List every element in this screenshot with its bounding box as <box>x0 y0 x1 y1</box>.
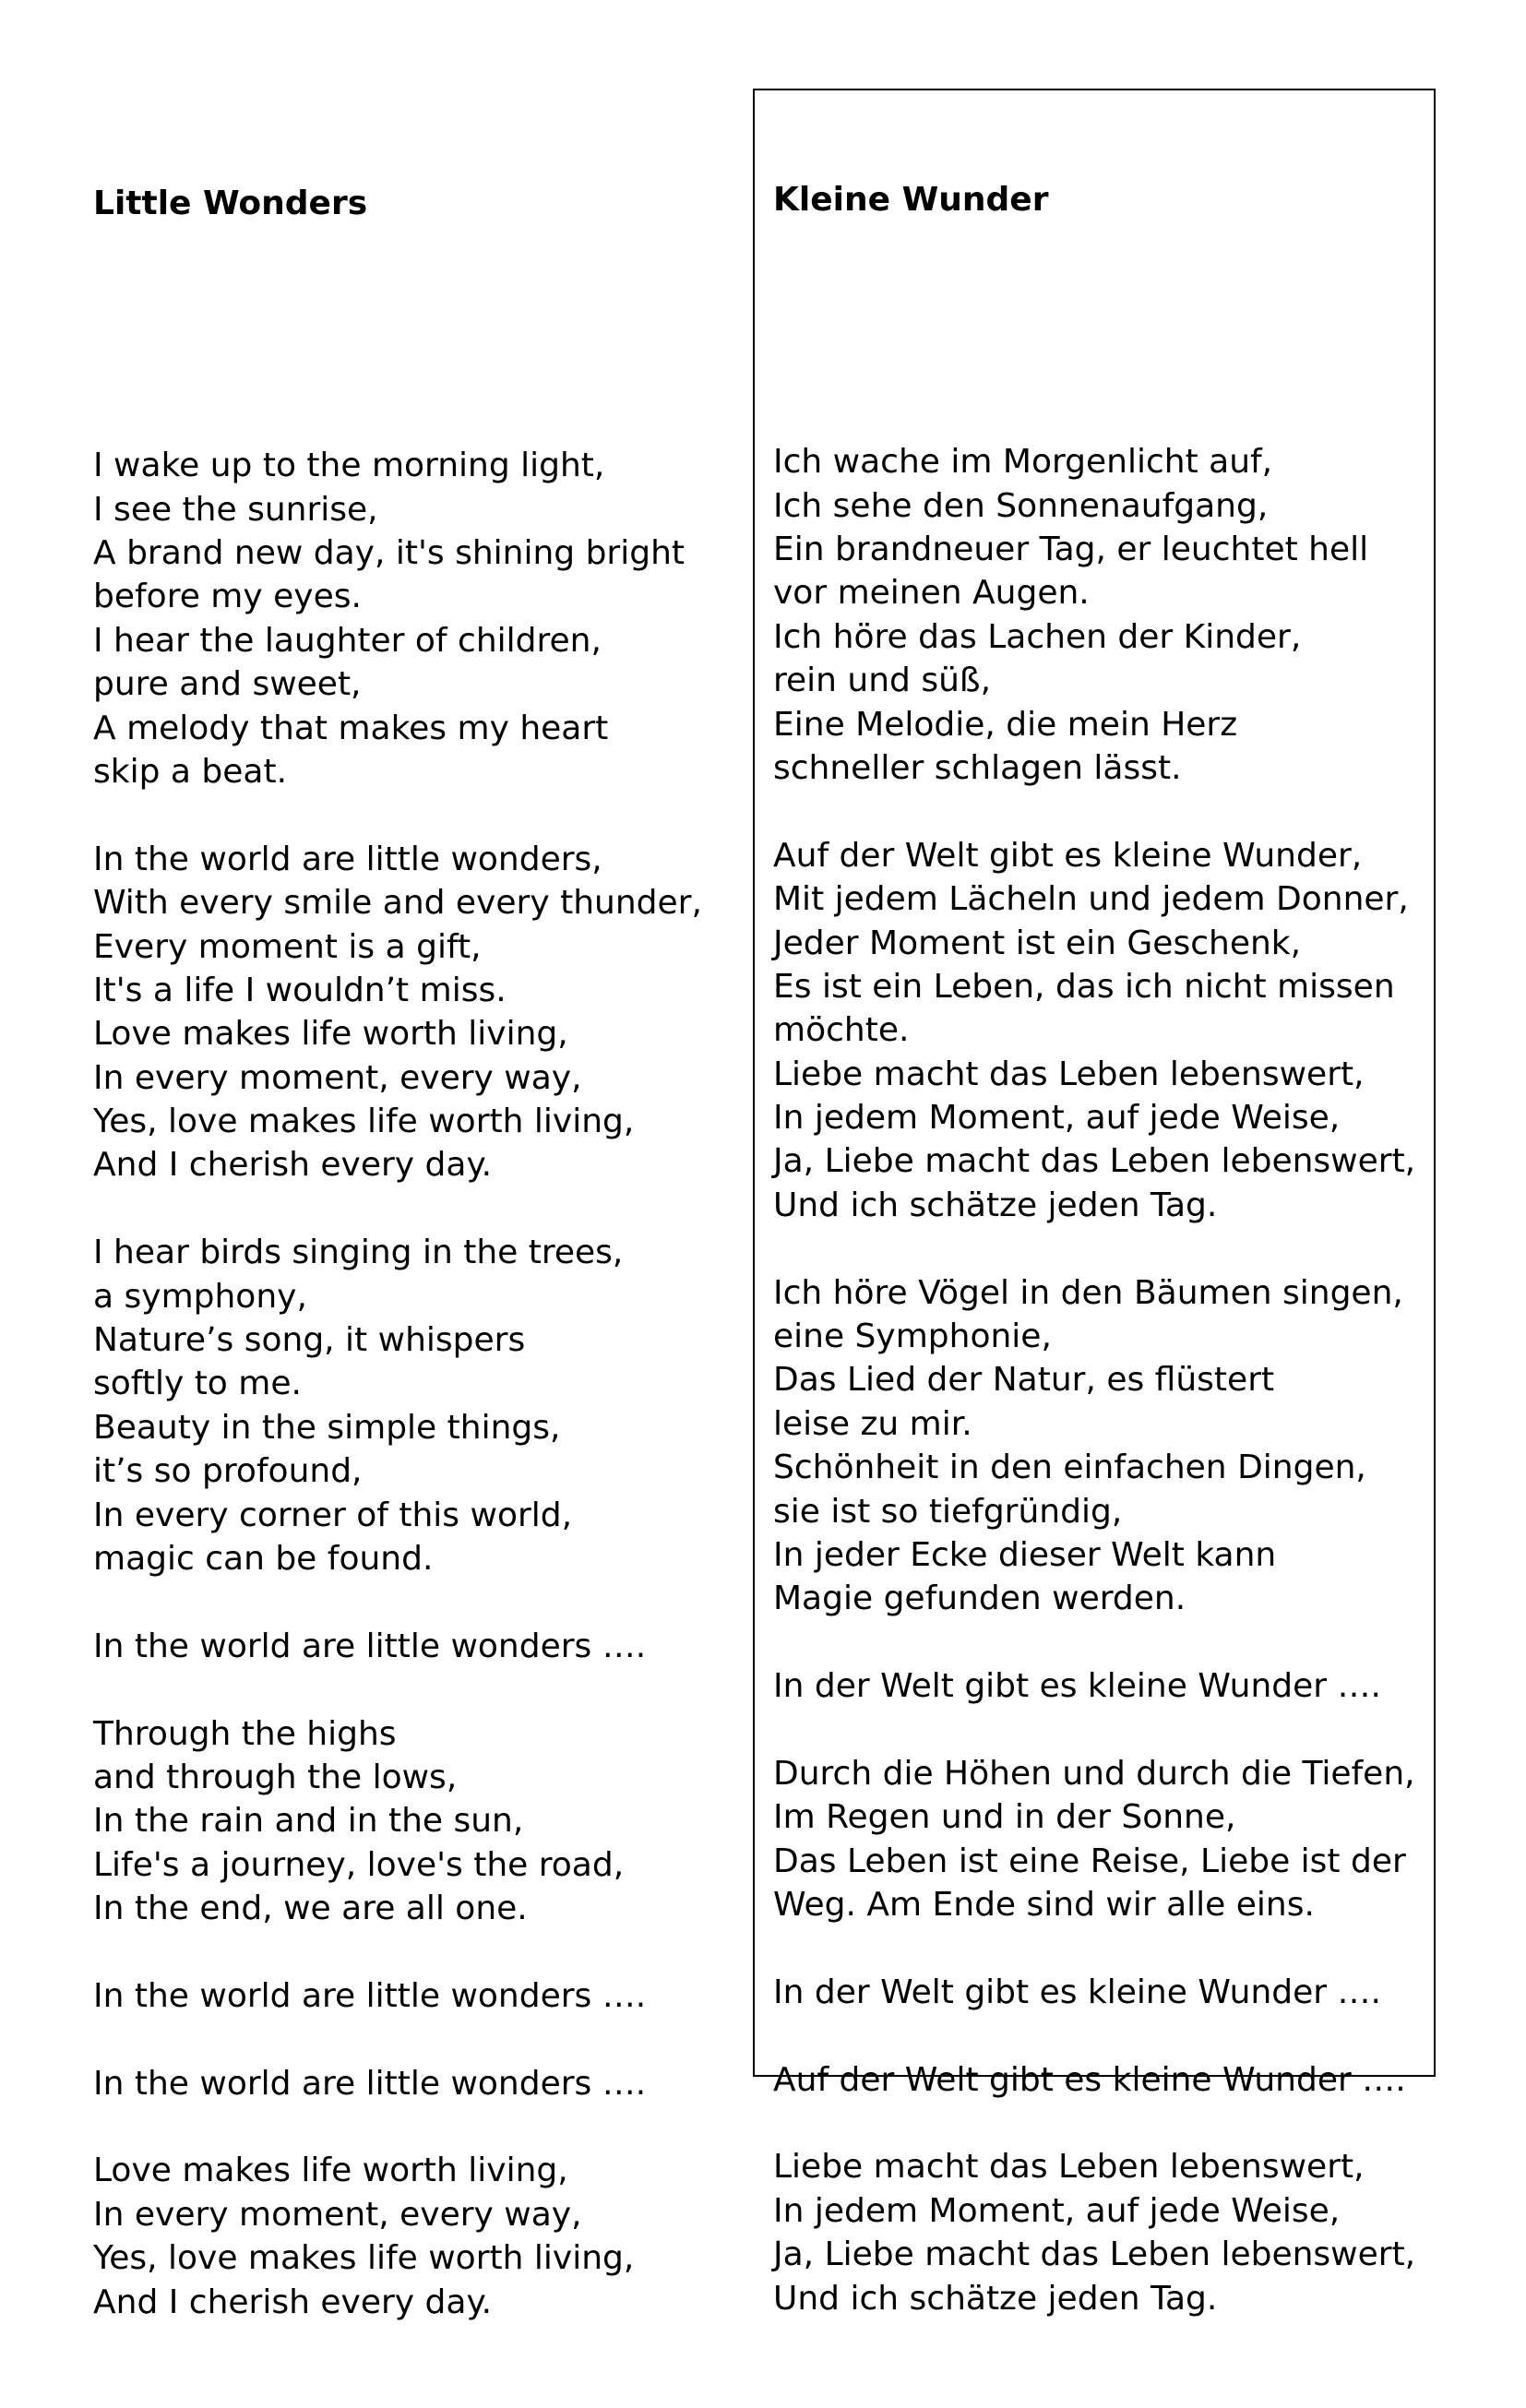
lyric-line: before my eyes. <box>93 578 362 616</box>
lyric-line: Mit jedem Lächeln und jedem Donner, <box>773 880 1409 919</box>
lyric-line: Beauty in the simple things, <box>93 1408 561 1447</box>
lyric-line: I see the sunrise, <box>93 490 378 529</box>
lyric-line: Das Lied der Natur, es flüstert <box>773 1361 1275 1400</box>
lyric-line: Through the highs <box>93 1714 397 1753</box>
stanza-gap <box>93 1931 702 1974</box>
lyric-line: Weg. Am Ende sind wir alle eins. <box>773 1886 1315 1925</box>
lyric-line: Jeder Moment ist ein Geschenk, <box>773 924 1302 962</box>
lyric-line: In der Welt gibt es kleine Wunder …. <box>773 1667 1381 1706</box>
lyric-line: Ein brandneuer Tag, er leuchtet hell <box>773 530 1369 569</box>
german-stanza <box>773 834 1415 1228</box>
lyric-line: magic can be found. <box>93 1540 434 1578</box>
lyric-line: I wake up to the morning light, <box>93 447 605 485</box>
english-stanza <box>93 2149 702 2324</box>
stanza-gap <box>93 1580 702 1624</box>
stanza-gap <box>773 1709 1415 1752</box>
lyric-line: In the world are little wonders …. <box>93 1627 647 1665</box>
lyric-line: Yes, love makes life worth living, <box>93 2239 635 2278</box>
english-stanza <box>93 1231 702 1580</box>
lyric-line: leise zu mir. <box>773 1404 972 1443</box>
lyric-line: schneller schlagen lässt. <box>773 748 1182 787</box>
lyric-line: In jedem Moment, auf jede Weise, <box>773 2191 1341 2230</box>
lyric-line: pure and sweet, <box>93 665 362 704</box>
german-stanza <box>773 1271 1415 1621</box>
german-title: Kleine Wunder <box>773 180 1049 219</box>
english-stanza <box>93 1625 702 1668</box>
german-stanza <box>773 2145 1415 2320</box>
lyric-line: and through the lows, <box>93 1758 458 1796</box>
lyric-line: It's a life I wouldn’t miss. <box>93 971 507 1009</box>
stanza-gap <box>93 1668 702 1711</box>
lyric-line: Ich höre Vögel in den Bäumen singen, <box>773 1273 1403 1312</box>
stanza-gap <box>773 790 1415 833</box>
english-stanza <box>93 838 702 1187</box>
lyric-line: möchte. <box>773 1011 910 1050</box>
title-gap <box>773 309 1415 352</box>
lyric-line: Und ich schätze jeden Tag. <box>773 1186 1218 1224</box>
lyric-line: In every corner of this world, <box>93 1496 573 1534</box>
german-stanza <box>773 1752 1415 1927</box>
lyric-line: I hear birds singing in the trees, <box>93 1234 624 1272</box>
lyric-line: Ich wache im Morgenlicht auf, <box>773 443 1273 482</box>
lyric-line: Liebe macht das Leben lebenswert, <box>773 2148 1365 2187</box>
stanza-gap <box>93 2018 702 2061</box>
lyric-line: In the world are little wonders …. <box>93 1976 647 2015</box>
lyric-line: In the world are little wonders …. <box>93 2064 647 2103</box>
stanza-gap <box>773 1927 1415 1971</box>
english-lyrics-column <box>93 94 702 2367</box>
lyric-line: Auf der Welt gibt es kleine Wunder, <box>773 836 1363 875</box>
english-stanza <box>93 444 702 793</box>
english-title: Little Wonders <box>93 184 368 222</box>
english-stanza <box>93 2062 702 2105</box>
lyric-line: eine Symphonie, <box>773 1317 1052 1356</box>
lyric-line: And I cherish every day. <box>93 1146 493 1185</box>
lyric-line: Magie gefunden werden. <box>773 1580 1186 1618</box>
stanza-gap <box>773 1621 1415 1664</box>
lyric-line: Durch die Höhen und durch die Tiefen, <box>773 1754 1415 1793</box>
stanza-gap <box>93 793 702 837</box>
lyric-line: Nature’s song, it whispers <box>93 1321 526 1360</box>
stanza-gap <box>773 1227 1415 1270</box>
stanza-gap <box>773 2102 1415 2145</box>
lyric-line: skip a beat. <box>93 752 288 791</box>
stanza-gap <box>93 2105 702 2149</box>
lyric-line: In every moment, every way, <box>93 1058 582 1097</box>
lyric-line: In every moment, every way, <box>93 2195 582 2234</box>
lyric-line: softly to me. <box>93 1365 302 1403</box>
lyric-line: Ja, Liebe macht das Leben lebenswert, <box>773 1142 1416 1181</box>
lyric-line: Eine Melodie, die mein Herz <box>773 705 1238 744</box>
lyric-line: Das Leben ist eine Reise, Liebe ist der <box>773 1842 1406 1880</box>
lyric-line: In the rain and in the sun, <box>93 1802 524 1841</box>
lyric-line: Ich höre das Lachen der Kinder, <box>773 617 1302 656</box>
german-stanza <box>773 2058 1415 2102</box>
lyric-line: A brand new day, it's shining bright <box>93 534 686 573</box>
lyric-line: Schönheit in den einfachen Dingen, <box>773 1448 1366 1487</box>
lyric-line: Every moment is a gift, <box>93 927 482 966</box>
lyric-line: a symphony, <box>93 1277 307 1316</box>
lyric-line: Yes, love makes life worth living, <box>93 1103 635 1141</box>
lyric-line: rein und süß, <box>773 662 992 700</box>
lyric-line: A melody that makes my heart <box>93 709 609 747</box>
lyric-line: Ja, Liebe macht das Leben lebenswert, <box>773 2235 1416 2274</box>
lyric-line: it’s so profound, <box>93 1452 363 1491</box>
lyric-line: Es ist ein Leben, das ich nicht missen <box>773 967 1395 1006</box>
lyric-line: Love makes life worth living, <box>93 1015 568 1054</box>
english-stanza <box>93 1974 702 2018</box>
lyric-line: In the end, we are all one. <box>93 1889 528 1928</box>
lyric-line: Life's a journey, love's the road, <box>93 1845 625 1884</box>
lyric-line: In der Welt gibt es kleine Wunder …. <box>773 1973 1381 2011</box>
lyric-line: In the world are little wonders, <box>93 840 602 878</box>
german-lyrics-column <box>773 90 1415 2408</box>
lyric-line: Und ich schätze jeden Tag. <box>773 2279 1218 2318</box>
lyric-line: vor meinen Augen. <box>773 574 1090 613</box>
stanza-gap <box>93 1187 702 1231</box>
stanza-gap <box>773 2014 1415 2057</box>
lyric-line: Love makes life worth living, <box>93 2152 568 2190</box>
lyric-line: With every smile and every thunder, <box>93 884 702 923</box>
lyric-line: In jedem Moment, auf jede Weise, <box>773 1099 1341 1138</box>
lyric-line: Liebe macht das Leben lebenswert, <box>773 1055 1365 1093</box>
lyric-line: Auf der Welt gibt es kleine Wunder …. <box>773 2060 1406 2099</box>
german-stanza <box>773 1971 1415 2014</box>
english-stanza <box>93 1712 702 1931</box>
german-stanza <box>773 440 1415 790</box>
english-stanzas <box>93 444 702 2324</box>
german-stanzas <box>773 440 1415 2320</box>
lyric-line: In jeder Ecke dieser Welt kann <box>773 1536 1277 1574</box>
lyric-line: sie ist so tiefgründig, <box>773 1492 1123 1531</box>
lyric-line: I hear the laughter of children, <box>93 621 602 660</box>
lyric-line: Im Regen und in der Sonne, <box>773 1798 1236 1837</box>
german-lyrics-box <box>753 89 1436 2318</box>
german-stanza <box>773 1664 1415 1708</box>
lyric-line: And I cherish every day. <box>93 2283 493 2321</box>
title-gap <box>93 313 702 356</box>
lyric-line: Ich sehe den Sonnenaufgang, <box>773 486 1269 525</box>
